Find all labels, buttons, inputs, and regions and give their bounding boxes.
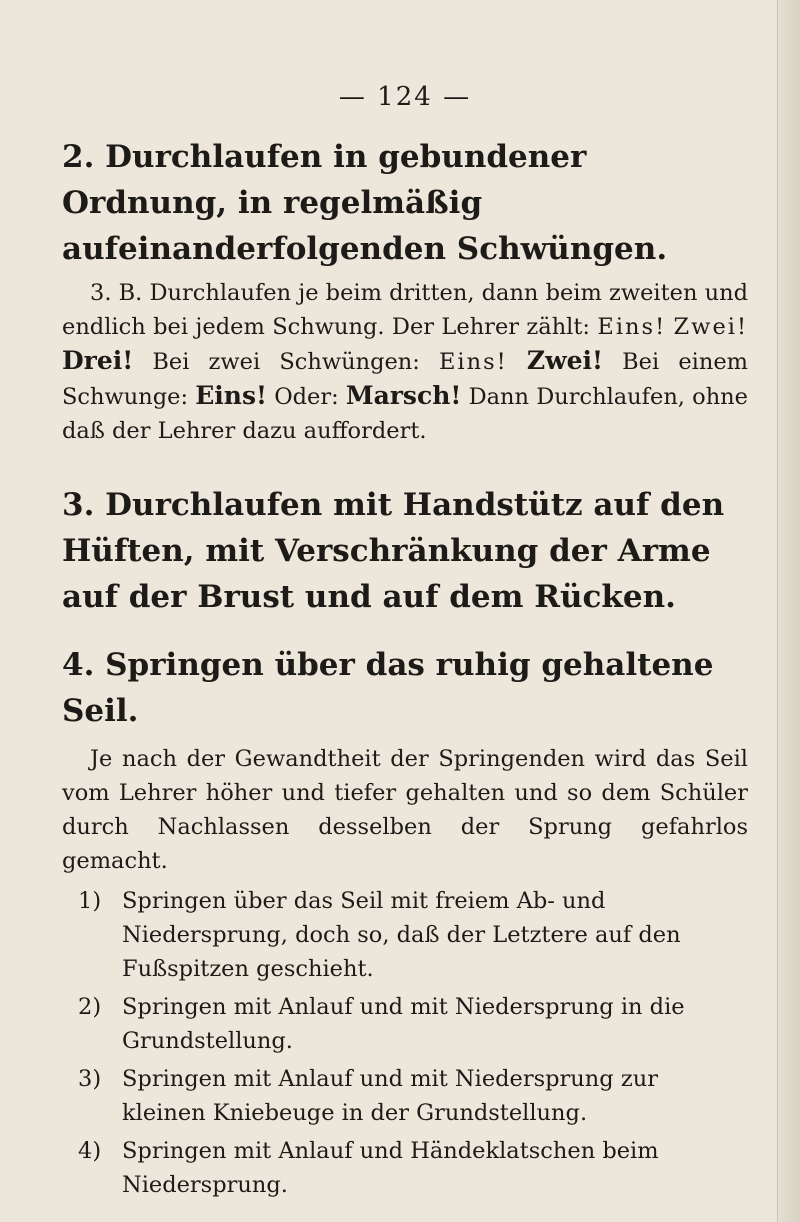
section-2-mid-3: Oder:: [267, 384, 346, 410]
section-2-heading: 2. Durchlaufen in gebundener Ordnung, in regelmäßig aufeinanderfolgenden Schwüngen.: [62, 139, 668, 267]
list-item-text: Springen mit Anlauf und mit Niedersprung in die Grundstellung.: [122, 994, 685, 1054]
list-item: [62, 1062, 748, 1130]
page-number: — 124 —: [338, 82, 472, 112]
count-eins-1: Eins!: [597, 314, 667, 340]
count-zwei-2: Zwei!: [526, 346, 603, 375]
list-item-number: 1): [78, 888, 102, 914]
section-2-mid-1: Bei zwei Schwüngen:: [133, 349, 439, 375]
section-2-mid-2: Bei einem Schwunge:: [62, 349, 748, 410]
count-eins-3: Eins!: [195, 381, 268, 410]
list-item-number: 2): [78, 994, 102, 1020]
list-item-number: 4): [78, 1138, 102, 1164]
count-marsch: Marsch!: [345, 381, 462, 410]
count-zwei-1: Zwei!: [673, 314, 748, 340]
list-item: [62, 884, 748, 986]
section-2-body: [62, 276, 748, 448]
list-item: [62, 990, 748, 1058]
section-4-heading: 4. Springen über das ruhig gehaltene Seil.: [62, 647, 714, 729]
page-content: [62, 82, 748, 1206]
exercise-list: [62, 884, 748, 1202]
list-item-text: Springen über das Seil mit freiem Ab- und Niedersprung, doch so, daß der Letztere auf den Fußspitzen geschieht.: [122, 888, 681, 982]
page-edge: [777, 0, 800, 1222]
list-item-text: Springen mit Anlauf und mit Niedersprung zur kleinen Kniebeuge in der Grundstellung.: [122, 1066, 658, 1126]
section-2-body-prefix: 3. B. Durchlaufen je beim dritten, dann beim zweiten und endlich bei jedem Schwung. Der Lehrer zählt:: [62, 280, 748, 340]
list-item: [62, 1134, 748, 1202]
count-eins-2: Eins!: [439, 349, 508, 375]
list-item-text: Springen mit Anlauf und Händeklatschen beim Niedersprung.: [122, 1138, 659, 1198]
section-3-heading: 3. Durchlaufen mit Handstütz auf den Hüften, mit Verschränkung der Arme auf der Brust und auf dem Rücken.: [62, 487, 725, 615]
section-4-body: Je nach der Gewandtheit der Springenden wird das Seil vom Lehrer höher und tiefer gehalten und so dem Schüler durch Nachlassen desselben der Sprung gefahrlos gemacht.: [62, 746, 748, 874]
list-item-number: 3): [78, 1066, 102, 1092]
section-2-end: Dann Durchlaufen, ohne daß der Lehrer dazu auffordert.: [62, 384, 748, 444]
count-drei: Drei!: [62, 346, 134, 375]
